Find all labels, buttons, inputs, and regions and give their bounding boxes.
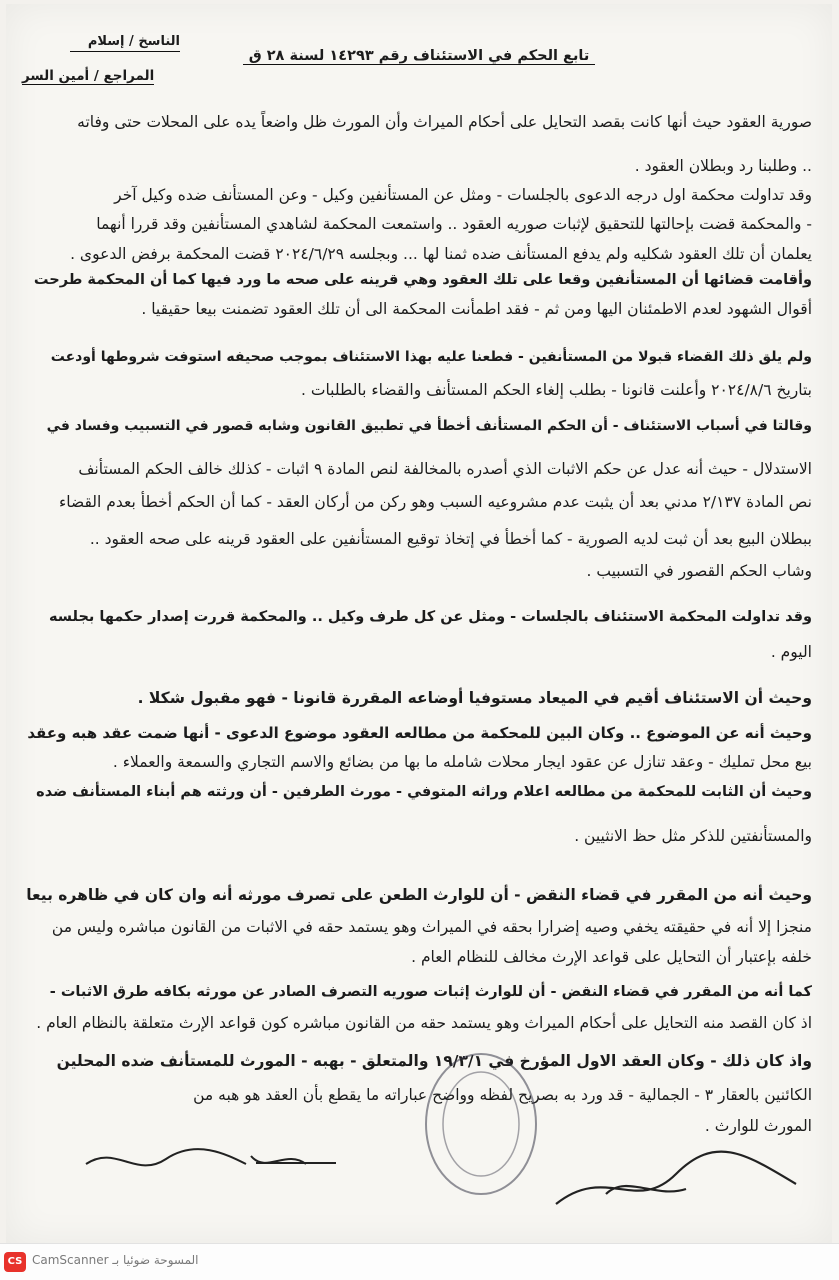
body-line: الكائنين بالعقار ٣ - الجمالية - قد ورد به بصريح لفظه وواضح عباراته ما يقطع بأن العقد هو هبه من: [193, 1086, 812, 1104]
reviewer-label: المراجع / أمين السر: [22, 68, 155, 84]
body-line: وقالتا في أسباب الاستئناف - أن الحكم المستأنف أخطأ في تطبيق القانون وشابه قصور في التسبيب وفساد في: [46, 418, 812, 434]
body-line: المورث للوارث .: [704, 1117, 812, 1135]
body-line: وحيث أن الاستئناف أقيم في الميعاد مستوفيا أوضاعه المقررة قانونا - فهو مقبول شكلا .: [137, 689, 812, 707]
body-line: وقد تداولت المحكمة الاستئناف بالجلسات - ومثل عن كل طرف وكيل .. والمحكمة قررت إصدار حكمها بجلسه: [48, 609, 812, 625]
signature-left: [76, 1134, 316, 1194]
body-line: كما أنه من المقرر في قضاء النقض - أن للوارث إثبات صوريه التصرف الصادر عن مورثه بكافه طرق الاثبات -: [49, 984, 812, 1000]
body-line: يعلمان أن تلك العقود شكليه ولم يدفع المستأنف ضده ثمنا لها ... وبجلسه ٢٠٢٤/٦/٢٩ قضت المحكمة برفض الدعوى .: [70, 245, 812, 263]
body-line: منجزا إلا أنه في حقيقته يخفي وصيه إضرارا بحقه في الميراث وهو يستمد حقه في الاثبات من القانون مباشره وليس من: [51, 918, 812, 936]
signature-line: [256, 1162, 336, 1164]
body-line: الاستدلال - حيث أنه عدل عن حكم الاثبات الذي أصدره بالمخالفة لنص المادة ٩ اثبات - كذلك خالف الحكم المستأنف: [78, 460, 812, 478]
body-line: .. وطلبنا رد وبطلان العقود .: [634, 157, 812, 175]
body-line: ببطلان البيع بعد أن ثبت لديه الصورية - كما أخطأ في إتخاذ توقيع المستأنفين على العقود قرينه على صحه العقود ..: [89, 530, 812, 548]
scanner-footer: [0, 1243, 839, 1280]
body-line: وحيث أن الثابت للمحكمة من مطالعه اعلام وراثه المتوفي - مورث الطرفين - أن ورثته هم أبناء المستأنف ضده: [36, 784, 812, 800]
typist-label: الناسخ / إسلام: [70, 34, 180, 52]
body-line: وحيث أنه من المقرر في قضاء النقض - أن للوارث الطعن على تصرف مورثه أنه وان كان في ظاهره بيعا: [26, 886, 812, 904]
body-line: اليوم .: [770, 643, 812, 661]
body-line: وقد تداولت محكمة اول درجه الدعوى بالجلسات - ومثل عن المستأنفين وكيل - وعن المستأنف ضده وكيل آخر: [114, 186, 812, 204]
body-line: والمستأنفتين للذكر مثل حظ الانثيين .: [574, 827, 812, 845]
body-line: اذ كان القصد منه التحايل على أحكام الميراث وهو يستمد حقه من القانون مباشره كون قواعد الإرث متعلقة بالنظام العام .: [36, 1014, 812, 1032]
official-seal: [416, 1044, 546, 1204]
body-line: أقوال الشهود لعدم الاطمئنان اليها ومن ثم - فقد اطمأنت المحكمة الى أن تلك العقود تضمنت بيعا حقيقيا .: [141, 300, 812, 318]
body-line: بتاريخ ٢٠٢٤/٨/٦ وأعلنت قانونا - بطلب إلغاء الحكم المستأنف والقضاء بالطلبات .: [301, 381, 812, 399]
document-title: تابع الحكم في الاستئناف رقم ١٤٢٩٣ لسنة ٢٨ ق: [6, 48, 832, 64]
body-line: - والمحكمة قضت بإحالتها للتحقيق لإثبات صوريه العقود .. واستمعت المحكمة لشاهدي المستأنفين وقد قررا أنهما: [96, 215, 812, 233]
body-line: صورية العقود حيث أنها كانت بقصد التحايل على أحكام الميراث وأن المورث ظل واضعاً يده على المحلات حتى وفاته: [77, 113, 812, 131]
signature-right: [546, 1144, 806, 1224]
body-line: وحيث أنه عن الموضوع .. وكان البين للمحكمة من مطالعه العقود موضوع الدعوى - أنها ضمت عقد هبه وعقد: [27, 724, 812, 742]
scanner-label: المسوحة ضوئيا بـ CamScanner: [32, 1253, 199, 1267]
body-line: بيع محل تمليك - وعقد تنازل عن عقود ايجار محلات شامله ما بها من بضائع والاسم التجاري والسمعة والعملاء .: [112, 753, 812, 771]
body-line: ولم يلق ذلك القضاء قبولا من المستأنفين - فطعنا عليه بهذا الاستئناف بموجب صحيفه استوفت شروطها أودعت: [50, 349, 812, 365]
body-line: وأقامت قضائها أن المستأنفين وقعا على تلك العقود وهي قرينه على صحه ما ورد فيها كما أن المحكمة طرحت: [33, 272, 812, 288]
body-line: وشاب الحكم القصور في التسبيب .: [586, 562, 812, 580]
body-line: خلفه بإعتبار أن التحايل على قواعد الإرث مخالف للنظام العام .: [411, 948, 812, 966]
camscanner-logo-icon: CS: [4, 1252, 26, 1272]
body-line: نص المادة ٢/١٣٧ مدني بعد أن يثبت عدم مشروعيه السبب وهو ركن من أركان العقد - كما أن الحكم أخطأ بعدم القضاء: [59, 493, 812, 511]
document-page: [6, 4, 832, 1244]
body-line: واذ كان ذلك - وكان العقد الاول المؤرخ في ١٩/٣/١ والمتعلق - بهبه - المورث للمستأنف ضده المحلين: [56, 1052, 812, 1070]
